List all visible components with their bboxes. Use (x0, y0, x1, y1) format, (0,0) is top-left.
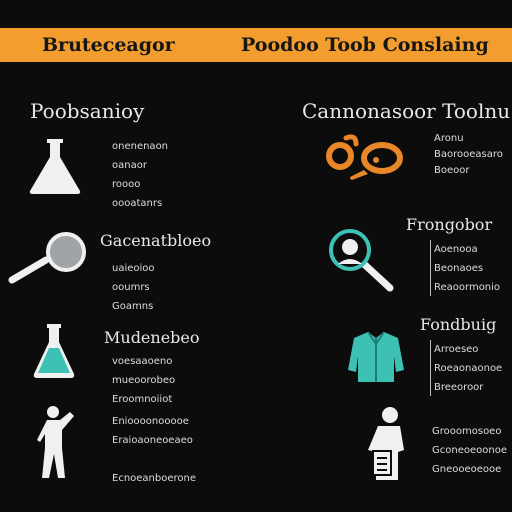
beaker-icon (32, 322, 76, 380)
jacket-icon (346, 330, 406, 384)
jacket-section-lines (434, 340, 502, 397)
list-item: Goamns (112, 301, 154, 312)
list-item: ooumrs (112, 282, 150, 293)
right-column-heading: Cannonasoor Toolnu (302, 99, 511, 123)
left-column-heading: Poobsanioy (30, 99, 145, 123)
list-item: Eroomnoiiot (112, 394, 173, 405)
list-item: Grooomosoeo (432, 426, 502, 437)
list-item: Breeoroor (434, 382, 484, 393)
list-item: uaieoioo (112, 263, 155, 274)
right-band-title: Poodoo Toob Conslaing (241, 34, 489, 56)
list-item: Arroeseo (434, 344, 479, 355)
list-item: Aoenooa (434, 244, 478, 255)
beaker-section-lines (112, 352, 175, 409)
list-item: oooatanrs (112, 198, 163, 209)
list-item: Baorooeasaro (434, 149, 503, 160)
list-item: Enioooonooooe (112, 416, 189, 427)
search-section-lines (434, 240, 500, 297)
list-item: Roeaonaonoe (434, 363, 503, 374)
list-item: Ecnoeanboerone (112, 473, 197, 484)
list-item: Beonaoes (434, 263, 484, 274)
list-item: Eraioaoneoeaeo (112, 435, 193, 446)
list-item: onenenaon (112, 141, 169, 152)
person-icon (36, 404, 78, 480)
left-section-2-title: Gacenatbloeo (100, 231, 212, 250)
list-item (112, 450, 196, 469)
flask-section-lines (112, 137, 168, 213)
section-divider (430, 240, 431, 296)
magnifier-icon (8, 230, 88, 286)
search-person-icon (326, 226, 398, 294)
list-item: Boeoor (434, 165, 470, 176)
cooking-tools-icon (322, 130, 404, 186)
magnifier-section-lines (112, 259, 155, 316)
flask-icon (28, 137, 82, 195)
list-item: Reaoormonio (434, 282, 501, 293)
list-item: oanaor (112, 160, 147, 171)
list-item: roooo (112, 179, 141, 190)
student-section-lines (432, 422, 507, 479)
list-item: Gneooeoeooe (432, 464, 502, 475)
list-item: Gconeoeoonoe (432, 445, 507, 456)
person-section-lines (112, 412, 196, 488)
list-item: mueoorobeo (112, 375, 176, 386)
section-divider (430, 340, 431, 396)
cooking-section-lines (434, 131, 503, 179)
list-item: voesaaoeno (112, 356, 173, 367)
student-icon (364, 406, 410, 482)
right-section-3-title: Fondbuig (420, 315, 497, 334)
right-section-2-title: Frongobor (406, 215, 493, 234)
list-item: Aronu (434, 133, 464, 144)
left-band-title: Bruteceagor (42, 34, 175, 56)
left-section-3-title: Mudenebeo (104, 328, 200, 347)
